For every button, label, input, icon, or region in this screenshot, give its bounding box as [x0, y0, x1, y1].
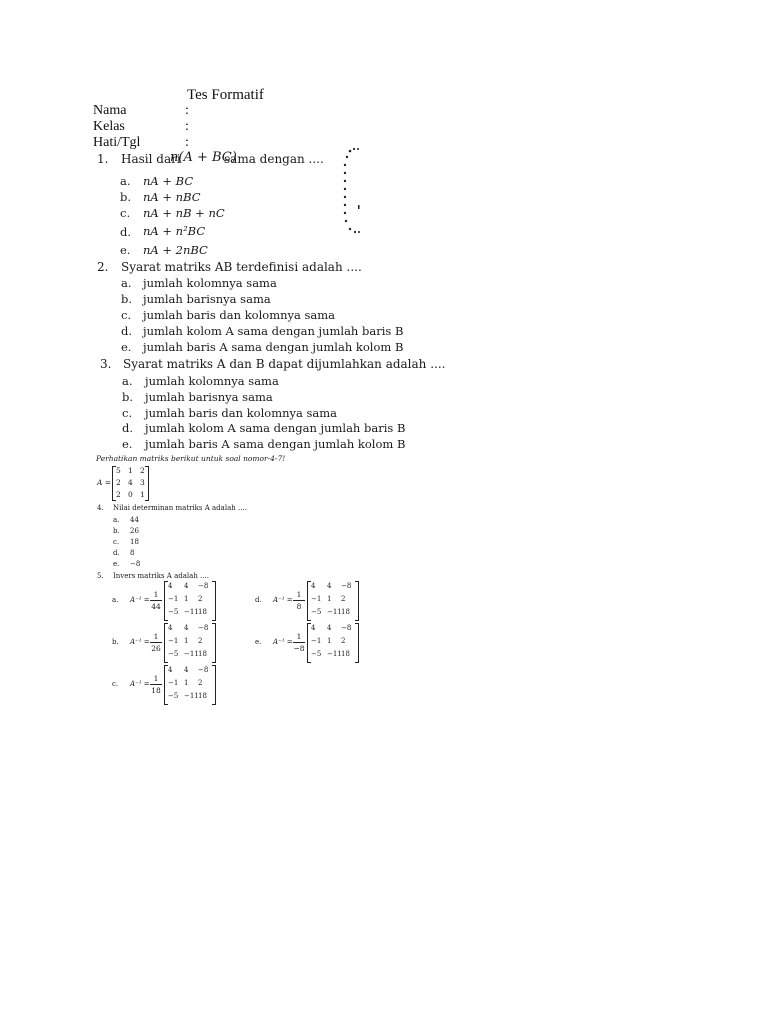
q5-matrix-cell: −5: [311, 608, 322, 616]
q4-option-d: 8: [130, 549, 135, 557]
matrix-a-cell: 5: [116, 466, 121, 475]
q4-option-a: 44: [130, 516, 139, 524]
q5-matrix-cell: 1: [184, 637, 189, 645]
q5-matrix-cell: 2: [198, 679, 203, 687]
q2-option-a-key: a.: [121, 276, 132, 290]
q5-matrix-cell: −5: [168, 650, 179, 658]
q5-matrix-cell: 4: [168, 624, 173, 632]
q5-matrix-cell: −11: [184, 608, 199, 616]
q5-fraction: [150, 632, 162, 653]
q5-fraction: [150, 674, 162, 695]
q2-option-d: jumlah kolom A sama dengan jumlah baris B: [143, 324, 404, 338]
q4-number: 4.: [97, 504, 104, 512]
q5-matrix-cell: 18: [341, 650, 350, 658]
q5-matrix-cell: −1: [311, 637, 322, 645]
q5-matrix-cell: −8: [198, 582, 209, 590]
q3-option-a-key: a.: [122, 374, 133, 388]
q1-option-d-key: d.: [120, 225, 132, 239]
q5-matrix-cell: 18: [198, 650, 207, 658]
matrix-a-cell: 2: [116, 478, 121, 487]
q5-matrix-cell: −1: [168, 637, 179, 645]
q5-option-key: d.: [255, 596, 262, 604]
q1-text-b: sama dengan ....: [224, 152, 324, 166]
q3-option-a: jumlah kolomnya sama: [145, 374, 279, 388]
q5-matrix-right-bracket: [212, 623, 216, 663]
field-label-nama: Nama: [93, 103, 127, 118]
q1-option-b-key: b.: [120, 190, 132, 204]
q4-option-e-key: e.: [113, 560, 120, 568]
q5-matrix-cell: −1: [168, 595, 179, 603]
q5-inverse-label: A⁻¹ =: [273, 596, 293, 604]
q4-text: Nilai determinan matriks A adalah ....: [113, 504, 247, 512]
q5-matrix-cell: 1: [184, 595, 189, 603]
matrix-note: Perhatikan matriks berikut untuk soal nomor-4-7!: [96, 454, 286, 463]
q4-option-e: −8: [130, 560, 141, 568]
q5-matrix-cell: 4: [327, 624, 332, 632]
matrix-a-cell: 1: [128, 466, 133, 475]
q5-matrix-cell: −1: [311, 595, 322, 603]
q5-matrix-cell: 2: [341, 637, 346, 645]
q3-number: 3.: [100, 357, 112, 371]
q5-matrix-cell: 4: [327, 582, 332, 590]
q2-option-b: jumlah barisnya sama: [143, 292, 271, 306]
q5-matrix-cell: −11: [184, 692, 199, 700]
q5-inverse-label: A⁻¹ =: [130, 596, 150, 604]
q1-option-c: nA + nB + nC: [143, 206, 225, 220]
q3-option-d-key: d.: [122, 421, 134, 435]
q5-inverse-label: A⁻¹ =: [130, 638, 150, 646]
q2-option-e-key: e.: [121, 340, 132, 354]
q5-fraction-numerator: 1: [153, 590, 159, 599]
q5-option-key: e.: [255, 638, 262, 646]
q1-text-a: Hasil dari: [121, 152, 181, 166]
q5-option-key: c.: [112, 680, 119, 688]
q5-fraction: [293, 590, 305, 611]
q5-matrix-cell: 4: [311, 624, 316, 632]
q5-matrix-cell: −11: [327, 650, 342, 658]
q5-fraction-bar: [150, 600, 162, 601]
field-label-kelas: Kelas: [93, 119, 125, 134]
q5-matrix-cell: −1: [168, 679, 179, 687]
q2-option-c: jumlah baris dan kolomnya sama: [143, 308, 336, 322]
q4-option-b: 26: [130, 527, 139, 535]
q5-option-d: [255, 581, 365, 621]
q5-matrix-cell: 4: [184, 666, 189, 674]
q2-text: Syarat matriks AB terdefinisi adalah ....: [121, 260, 362, 274]
q2-number: 2.: [97, 260, 109, 274]
q5-inverse-label: A⁻¹ =: [130, 680, 150, 688]
q5-matrix-cell: 18: [341, 608, 350, 616]
q1-expression: n(A + BC): [170, 150, 237, 165]
q5-matrix-cell: 4: [184, 624, 189, 632]
matrix-a-cell: 0: [128, 490, 133, 499]
q5-fraction-numerator: 1: [153, 674, 159, 683]
q1-option-a-key: a.: [120, 174, 131, 188]
q5-matrix-right-bracket: [355, 581, 359, 621]
page-title: Tes Formatif: [187, 87, 264, 103]
q5-option-key: b.: [112, 638, 119, 646]
q5-matrix-cell: 2: [341, 595, 346, 603]
q1-number: 1.: [97, 152, 109, 166]
q5-matrix-cell: −8: [341, 624, 352, 632]
matrix-a-cell: 2: [140, 466, 145, 475]
q5-fraction-bar: [150, 684, 162, 685]
q5-fraction-denominator: −8: [293, 644, 305, 653]
q5-matrix-cell: 1: [327, 637, 332, 645]
q5-matrix-cell: −8: [198, 624, 209, 632]
q2-option-e: jumlah baris A sama dengan jumlah kolom B: [143, 340, 404, 354]
q3-option-b: jumlah barisnya sama: [145, 390, 273, 404]
q5-fraction-bar: [293, 600, 305, 601]
matrix-a-label: A =: [97, 478, 112, 487]
q5-option-e: [255, 623, 365, 663]
q5-option-c: [112, 665, 222, 705]
q5-option-key: a.: [112, 596, 119, 604]
q5-fraction-numerator: 1: [153, 632, 159, 641]
q5-fraction-denominator: 26: [151, 644, 161, 653]
field-sep-kelas: :: [185, 119, 189, 134]
q1-option-a: nA + BC: [143, 174, 194, 188]
q5-matrix-cell: 2: [198, 595, 203, 603]
q3-option-c: jumlah baris dan kolomnya sama: [145, 406, 338, 420]
q5-matrix-cell: 4: [168, 582, 173, 590]
q5-option-a: [112, 581, 222, 621]
q1-option-c-key: c.: [120, 206, 131, 220]
q5-matrix-cell: 1: [184, 679, 189, 687]
q5-matrix-cell: 4: [168, 666, 173, 674]
q5-matrix-right-bracket: [355, 623, 359, 663]
matrix-a-cell: 3: [140, 478, 145, 487]
q5-matrix-right-bracket: [212, 665, 216, 705]
q4-option-c: 18: [130, 538, 139, 546]
field-sep-nama: :: [185, 103, 189, 118]
q3-text: Syarat matriks A dan B dapat dijumlahkan adalah ....: [123, 357, 446, 371]
q5-fraction-denominator: 44: [151, 602, 161, 611]
q2-option-b-key: b.: [121, 292, 133, 306]
q5-matrix-cell: −5: [311, 650, 322, 658]
q1-option-d: nA + n²BC: [143, 224, 206, 238]
q3-option-b-key: b.: [122, 390, 134, 404]
q4-option-c-key: c.: [113, 538, 120, 546]
q5-matrix-cell: 18: [198, 692, 207, 700]
q4-option-a-key: a.: [113, 516, 120, 524]
q5-fraction-denominator: 18: [151, 686, 161, 695]
q1-option-e: nA + 2nBC: [143, 243, 208, 257]
field-sep-tanggal: :: [185, 135, 189, 150]
q3-option-c-key: c.: [122, 406, 133, 420]
q5-fraction-bar: [293, 642, 305, 643]
q5-inverse-label: A⁻¹ =: [273, 638, 293, 646]
q5-matrix-cell: 1: [327, 595, 332, 603]
q5-fraction: [150, 590, 162, 611]
matrix-a-cell: 1: [140, 490, 145, 499]
q5-fraction-denominator: 8: [296, 602, 302, 611]
q3-option-e-key: e.: [122, 437, 133, 451]
dotted-brace-mark: [336, 145, 366, 240]
q1-option-b: nA + nBC: [143, 190, 201, 204]
q2-option-c-key: c.: [121, 308, 132, 322]
q1-option-e-key: e.: [120, 243, 131, 257]
q5-matrix-cell: −5: [168, 692, 179, 700]
q5-fraction-numerator: 1: [296, 632, 302, 641]
q5-fraction: [293, 632, 305, 653]
q4-option-b-key: b.: [113, 527, 120, 535]
q5-text: Invers matriks A adalah ....: [113, 572, 209, 580]
q5-number: 5.: [97, 572, 104, 580]
q5-matrix-right-bracket: [212, 581, 216, 621]
q4-option-d-key: d.: [113, 549, 120, 557]
q5-matrix-cell: 4: [311, 582, 316, 590]
matrix-a-cell: 4: [128, 478, 133, 487]
q5-matrix-cell: 18: [198, 608, 207, 616]
q2-option-a: jumlah kolomnya sama: [143, 276, 277, 290]
q5-option-b: [112, 623, 222, 663]
q5-matrix-cell: −11: [327, 608, 342, 616]
matrix-a: [116, 466, 146, 499]
q5-matrix-cell: 4: [184, 582, 189, 590]
q5-matrix-cell: −5: [168, 608, 179, 616]
q5-fraction-numerator: 1: [296, 590, 302, 599]
matrix-a-cell: 2: [116, 490, 121, 499]
q3-option-e: jumlah baris A sama dengan jumlah kolom B: [145, 437, 406, 451]
q5-matrix-cell: −8: [198, 666, 209, 674]
q2-option-d-key: d.: [121, 324, 133, 338]
field-label-tanggal: Hati/Tgl: [93, 135, 141, 150]
q3-option-d: jumlah kolom A sama dengan jumlah baris B: [145, 421, 406, 435]
q5-matrix-cell: −8: [341, 582, 352, 590]
q5-matrix-cell: 2: [198, 637, 203, 645]
q5-fraction-bar: [150, 642, 162, 643]
q5-matrix-cell: −11: [184, 650, 199, 658]
